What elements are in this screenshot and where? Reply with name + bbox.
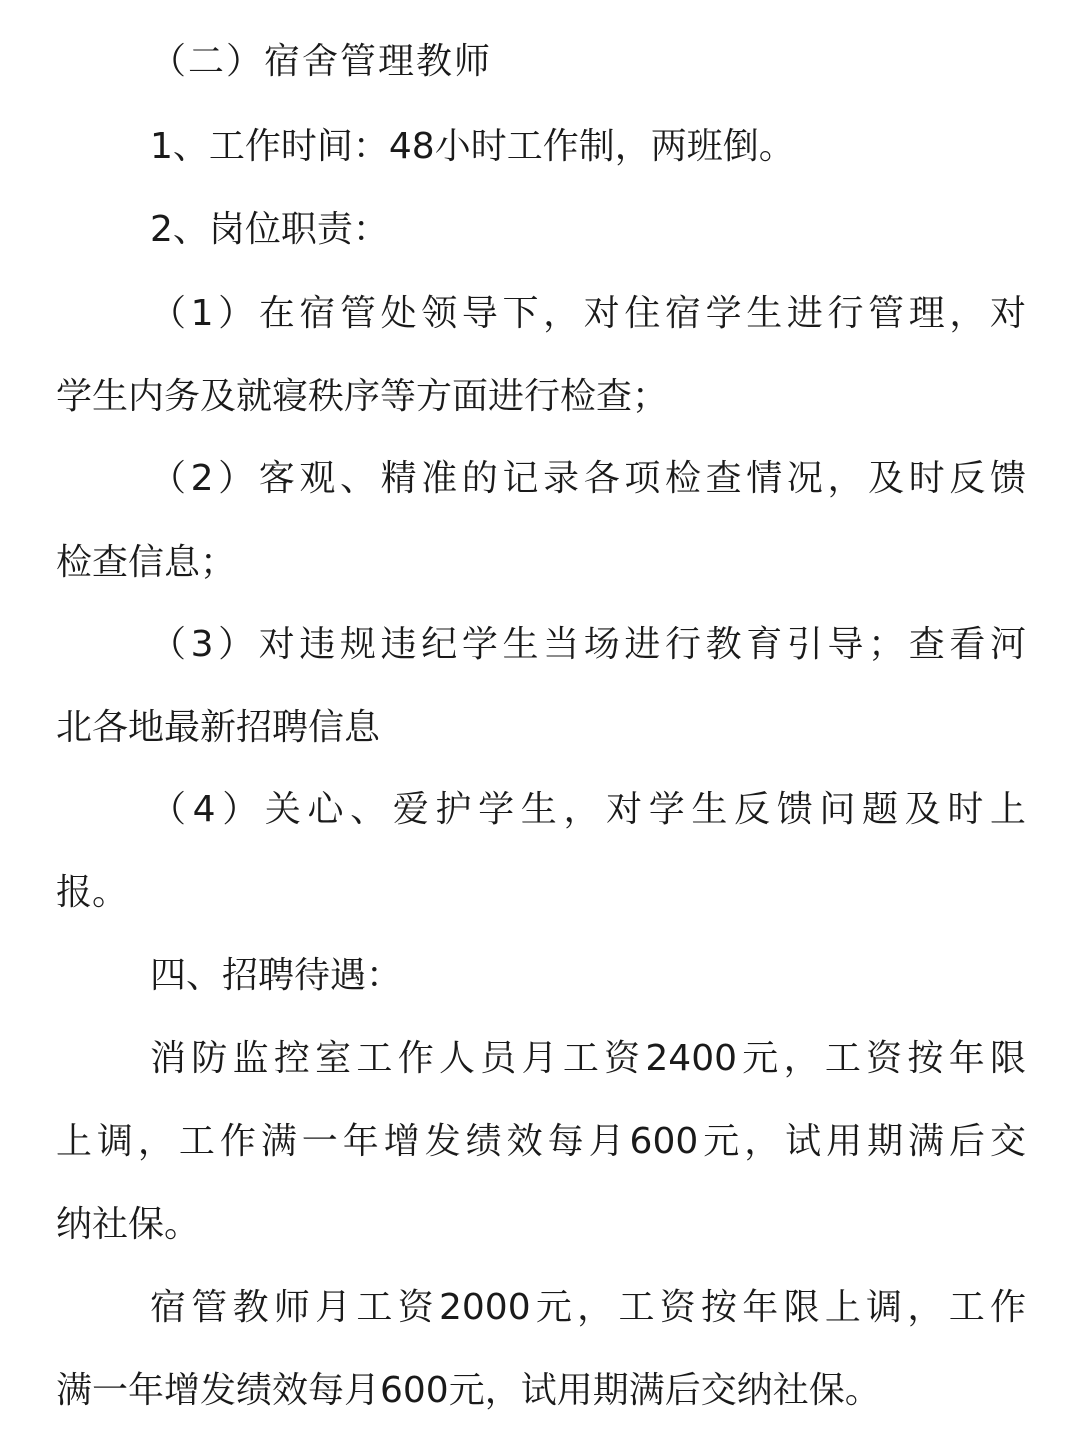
benefit-1-line-3: 纳社保。 [56, 1204, 201, 1245]
benefit-1-line-1: 消防监控室工作人员月工资2400元，工资按年限 [150, 1038, 1026, 1079]
duties-title: 2、岗位职责： [150, 209, 389, 250]
duty-1-line-1: （1）在宿管处领导下，对住宿学生进行管理，对 [150, 293, 1026, 334]
duty-2-line-2: 检查信息； [56, 542, 237, 583]
benefit-2-line-2: 满一年增发绩效每月600元，试用期满后交纳社保。 [56, 1370, 881, 1411]
benefit-1-line-2: 上调，工作满一年增发绩效每月600元，试用期满后交 [56, 1121, 1026, 1162]
work-time-paragraph: 1、工作时间：48小时工作制，两班倒。 [150, 126, 795, 167]
duty-4-line-2: 报。 [56, 872, 129, 913]
duty-4-line-1: （4）关心、爱护学生，对学生反馈问题及时上 [150, 789, 1026, 830]
duty-2-line-1: （2）客观、精准的记录各项检查情况，及时反馈 [150, 458, 1026, 499]
benefit-2-line-1: 宿管教师月工资2000元，工资按年限上调，工作 [150, 1287, 1026, 1328]
section-heading: （二）宿舍管理教师 [150, 41, 493, 82]
benefits-title: 四、招聘待遇： [150, 955, 403, 996]
duty-1-line-2: 学生内务及就寝秩序等方面进行检查； [56, 376, 669, 417]
duty-3-line-1: （3）对违规违纪学生当场进行教育引导；查看河 [150, 624, 1026, 665]
duty-3-line-2: 北各地最新招聘信息 [56, 707, 381, 748]
